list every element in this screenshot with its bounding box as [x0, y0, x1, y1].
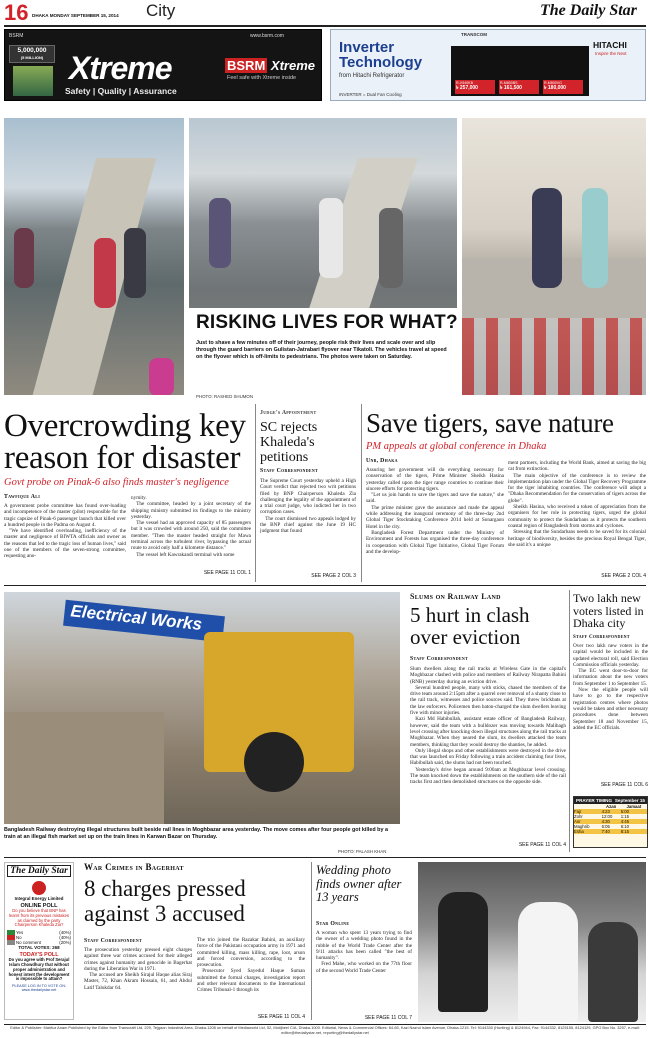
prize-sub: (5 MILLION): [20, 55, 44, 60]
today-poll-question: Do you agree with Prof Serajul Islam Chowdhury that without proper administration and honest intent the development is impossible to attain?: [8, 957, 70, 982]
xtreme-tagline: Safety | Quality | Assurance: [65, 86, 177, 96]
story2-headline: SC rejects Khaleda's petitions: [260, 420, 318, 465]
story4-text: Slum dwellers along the rail tracks at Wireless Gate in the capital's Moghbazar clashed with police and members of Railway Nirapatta Bahini (RNB) yesterday during an eviction drive. Several hundred people, many with sticks, chased the members of the drive team around 2:15pm after a quarrel over removal of a shanty close to the rail track, witnesses and police sources said. They threw brickbats at the law enforcers. Policemen then baton-charged the slum dwellers leaving five with minor injuries. Kazi Md Habibullah, assistant estate officer of Bangladesh Railway, however, said the team with a bulldozer was moving towards Malibagh level crossing after knocking down illegal structures along the rail tracks at Moghbazar. When they neared the slum, its dwellers attacked the team members, thinking that they would destroy the shanties, he added. Only illegal shops and other establishments were destroyed in the drive that was launched on Friday following a train accident claiming four lives, Habibullah said, the slums had not been touched. Yesterday's drive began around 9:00am at Moghbazar level crossing. The team knocked down the establishments on the southern side of the rail tracks first and then demolished structures on the opposite side.: [410, 666, 566, 786]
story1-byline: Tawfique Ali: [4, 494, 41, 500]
story6-jump[interactable]: SEE PAGE 11 COL 4: [257, 1014, 305, 1020]
story2-kicker: Judge's Appointment: [260, 410, 317, 416]
bsrm-slogan: Feel safe with Xtreme inside: [227, 75, 297, 81]
story6-col2: The trio joined the Razakar Bahini, an auxiliary force of the Pakistani occupation army in 1971 and committed killing, mass killing, rape, loot, arson and forced conversion, according to the prosecution. Prosecutor Syed Sayedul Haque Suman submitted the formal charges, investigation report and other relevant documents to the International Crimes Tribunal-1 through its: [197, 937, 305, 994]
prayer-cell: 5:00: [620, 809, 630, 814]
story5-jump[interactable]: SEE PAGE 11 COL 6: [600, 782, 648, 788]
section-rule: [4, 857, 646, 858]
poll-title: ONLINE POLL: [20, 903, 58, 909]
poll-sponsor: Integral Energy Limited: [14, 896, 64, 901]
car-image: [13, 66, 53, 96]
integral-energy-icon: [32, 881, 46, 895]
poll-option-value: (20%): [59, 940, 71, 946]
story2-byline: Staff Correspondent: [260, 468, 319, 474]
story6-col1: The prosecution yesterday pressed eight charges against three war crimes accused for their alleged crimes against humanity and genocide in Bagerhat during the Liberation War in 1971. The accused are Sheikh Sirajul Haque alias Siraj Master, 72, Khan Akram Hossain, 61, and Abdul Latif Talukdar 64.: [84, 947, 192, 991]
col-divider: [569, 590, 570, 852]
story3-byline: Unb, Dhaka: [366, 458, 398, 464]
masthead-rule: [4, 25, 646, 27]
prayer-timing-box: [573, 796, 648, 848]
inverter-title-2: Technology: [339, 54, 423, 71]
price-2: ৳ 161,500: [500, 85, 522, 91]
page-number: 16: [4, 0, 29, 25]
story1-col1: A government probe committee has found over-loading and incompetence of the master (pilot) responsible for the tragic capsize of Pinak-6 passenger launch that killed over a hundred people in the Padma on August 4. "We have identified overloading, inefficiency of the master and negligence of BIWTA officials and owner as the reasons that led to the tragic loss of human lives," said one of the members of the seven-strong committee, requesting ano-: [4, 503, 126, 560]
prayer-cell: 7:40: [601, 829, 610, 834]
hitachi-logo: HITACHI: [593, 40, 627, 50]
story5-headline: Two lakh new voters listed in Dhaka city: [573, 591, 644, 630]
poll-results: [7, 930, 71, 945]
prayer-header: Jamaat: [626, 804, 642, 809]
story7-headline: Wedding photo finds owner after 13 years: [316, 863, 402, 904]
story6-headline: 8 charges pressed against 3 accused: [84, 876, 246, 926]
story6-kicker: War Crimes in Bagerhat: [84, 862, 184, 872]
wedding-photo: [418, 862, 646, 1022]
story3-jump[interactable]: SEE PAGE 2 COL 4: [601, 573, 646, 579]
inverter-foot: INVERTER = Dual Fan Cooling: [339, 92, 402, 97]
prayer-row: [574, 829, 647, 834]
prayer-cell: Zohr: [574, 814, 583, 819]
dateline: DHAKA MONDAY SEPTEMBER 15, 2014: [32, 13, 119, 18]
prayer-cell: 1:15: [620, 814, 630, 819]
bsrm-url[interactable]: www.bsrm.com: [250, 33, 284, 39]
story3-headline: Save tigers, save nature: [366, 408, 614, 438]
prayer-date: September 15: [614, 798, 645, 803]
eviction-photo: [4, 592, 400, 824]
bsrm-logo: BSRM: [227, 58, 266, 73]
prayer-cell: Maghrib: [574, 824, 590, 829]
story1-headline: Overcrowding key reason for disaster: [4, 408, 246, 476]
bsrm-xtreme: Xtreme: [270, 58, 315, 73]
section-name: City: [146, 1, 176, 20]
today-poll-title: TODAY'S POLL: [19, 952, 59, 959]
story2-jump[interactable]: SEE PAGE 2 COL 3: [311, 573, 356, 579]
prayer-cell: 12:00: [601, 814, 613, 819]
story7-jump[interactable]: SEE PAGE 11 COL 7: [364, 1015, 412, 1021]
story4-headline: 5 hurt in clash over eviction: [410, 603, 530, 649]
price-label-1: R-V540KB: [456, 81, 473, 85]
paper-logo: The Daily Star: [540, 2, 637, 19]
poll-total: TOTAL VOTES: 268: [18, 945, 60, 951]
story4-kicker: Slums on Railway Land: [410, 592, 501, 601]
poll-option-label: Yes: [7, 930, 23, 935]
prayer-cell: Asr: [574, 819, 581, 824]
online-poll-box[interactable]: [4, 862, 74, 1020]
poll-option-label: No: [7, 935, 22, 940]
story3-col1: Assuring her government will do everything necessary for conservation of the tigers, Prime Minister Sheikh Hasina yesterday called upon the tiger range countries to continue their sincere efforts for protecting tigers. "Let us join hands to save the tigers and save the nature," she said. The prime minister gave the assurance and made the appeal while addressing the inaugural ceremony of the three-day 2nd Global Tiger Stocktaking Conference 2014 held at Sonargaon Hotel in the city. Bangladesh Forest Department under the Ministry of Environment and Forests has organised the three-day conference in cooperation with Global Tiger Initiative, Global Tiger Forum and the develop-: [366, 467, 504, 555]
prayer-cell: 6:05: [601, 824, 610, 829]
lead-caption: Just to shave a few minutes off of their journey, people risk their lives and scale over and slip through the guard barriers on Gulistan-Jatrabari flyover near Tikatoli. The vehicles travel at speed on the flyover which is off-limits to pedestrians. The photos were taken on Saturday.: [196, 340, 447, 360]
shop-sign: Electrical Works: [63, 600, 225, 643]
bsrm-ad[interactable]: [4, 29, 322, 101]
eviction-caption: Bangladesh Railway destroying illegal structures built beside rail lines in Moghbazar area yesterday. The move comes after four people got killed by a train at an illegal fish market set up on the train lines in Karwan Bazar on Thursday.: [4, 827, 388, 840]
story4-jump[interactable]: SEE PAGE 11 COL 4: [518, 842, 566, 848]
poll-option-label: No comment: [7, 940, 41, 945]
col-divider: [311, 862, 312, 1020]
story1-jump[interactable]: SEE PAGE 11 COL 1: [203, 570, 251, 576]
story7-byline: Star Online: [316, 921, 350, 927]
transcom-logo: TRANSCOM: [461, 32, 487, 37]
poll-url[interactable]: PLEASE LOG IN TO VOTE ON: www.thedailystar.net: [11, 984, 67, 993]
poll-question: Do you believe that BNP has learnt from its previous mistakes as claimed by the party Chairperson Khaleda Zia?: [8, 908, 70, 928]
prize-amount: 5,000,000: [17, 47, 47, 54]
prayer-cell: 4:45: [620, 819, 630, 824]
section-rule: [4, 585, 646, 586]
lead-photo-credit: PHOTO: RASHED SHUMON: [196, 394, 254, 399]
price-label-3: R-M800VG: [544, 81, 562, 85]
poll-option-value: (40%): [59, 935, 71, 941]
col-divider: [255, 404, 256, 582]
prayer-cell: 8:15: [620, 829, 630, 834]
lead-photo-right: [462, 118, 646, 395]
price-1: ৳ 257,000: [456, 85, 478, 91]
col-divider: [361, 404, 362, 582]
price-label-2: R-M800BS: [500, 81, 518, 85]
price-3: ৳ 180,000: [544, 85, 566, 91]
poll-paper-logo: The Daily Star: [7, 865, 71, 877]
hitachi-ad[interactable]: [330, 29, 646, 101]
prayer-title: PRAYER TIMING: [576, 798, 613, 803]
story1-sub: Govt probe on Pinak-6 also finds master's negligence: [4, 477, 229, 488]
prayer-cell: Esha: [574, 829, 584, 834]
story3-col2: ment partners, including the World Bank, aimed at saving the big cat from extinction. The main objective of the conference is to review the implementation plan under the Global Tiger Recovery Programme for the tiger inhabiting countries. The conference will adopt a "Dhaka Recommendation for the conservation of tigers across the globe". Sheikh Hasina, who received a token of appreciation from the organisers for her role in protecting tigers, urged the global community to protect the Sundarbans as it protects the southern coastal region of Bangladesh from storms and cyclones. Stressing that the Sundarbans needs to be saved for its colonial heritage of biodiversity, besides the precious Royal Bengal Tiger, she said it's a unique: [508, 460, 646, 548]
bsrm-brand: BSRM: [9, 33, 24, 39]
story5-byline: Staff Correspondent: [573, 635, 630, 640]
lead-headline: RISKING LIVES FOR WHAT?: [196, 312, 458, 333]
story5-text: Over two lakh new voters in the capital would be included in the updated electoral roll, said Election Commission officials yesterday. The EC went door-to-door for information about the new voters from September 1 to September 15. Now the eligible people will have to go to the respective registration centres where photos would be taken and other necessary procedures done between September 18 and November 15, added the EC officials.: [573, 643, 648, 731]
story3-sub: PM appeals at global conference in Dhaka: [366, 441, 547, 452]
imprint-line: Editor & Publisher: Mahfuz Anam Published by the Editor from Transcraft Ltd, 229, Tejgaon Industrial Area, Dhaka-1208 on behalf of Mediaworld Ltd, 52, Motijheel C/A, Dhaka-1000. Editorial, News & Commercial Offices: 64-65, Kazi Nazrul Islam Avenue, Dhaka-1215. Tel: 9144330 (Hunting) & 8124944, Fax: 9144332, 8125155, 8124129, GPO Box No. 3257, e-mail: editor@thedailystar.net, reporting@thedailystar.net: [10, 1025, 640, 1035]
eviction-photo-credit: PHOTO: PALASH KHAN: [338, 849, 387, 854]
story7-text: A woman who spent 13 years trying to find the owner of a wedding photo found in the rubble of the World Trade Center after the 9/11 attacks has been called "the best of humanity". Fred Mahe, who worked on the 77th floor of the second World Trade Center: [316, 930, 412, 974]
story6-byline: Staff Correspondent: [84, 938, 143, 944]
prayer-cell: Fajr: [574, 809, 582, 814]
inverter-sub: from Hitachi Refrigerator: [339, 73, 405, 79]
hitachi-sub: Inspire the Next: [595, 51, 627, 56]
prayer-header: Azan: [605, 804, 617, 809]
story4-byline: Staff Correspondent: [410, 656, 469, 662]
prayer-cell: 4:30: [601, 819, 610, 824]
inverter-title-1: Inverter: [339, 39, 395, 56]
poll-option-value: (40%): [59, 930, 71, 936]
prayer-cell: 6:10: [620, 824, 630, 829]
lead-photo-left: [4, 118, 184, 395]
prayer-cell: 4:23: [601, 809, 610, 814]
story1-col2: nymity. The committee, headed by a joint secretary of the shipping ministry submitted its findings to the ministry yesterday. The vessel had an approved capacity of 85 passengers but it was crowded with around 250, said the committee member. "Then the master headed straight for Mawa terminal across the turbulent river, bypassing the actual route to avoid only half a kilometre distance." The vessel left Kawrakandi terminal with some: [131, 495, 251, 558]
prayer-table: [574, 804, 647, 834]
xtreme-logo: Xtreme: [69, 50, 172, 86]
story2-text: The Supreme Court yesterday upheld a High Court verdict that rejected two writ petitions filed by BNP Chairperson Khaleda Zia challenging the legality of the appointment of a trial court judge, who indicted her in two corruption cases. The court dismissed two appeals lodged by the BNP chief against the June 19 HC judgment that found: [260, 478, 356, 535]
